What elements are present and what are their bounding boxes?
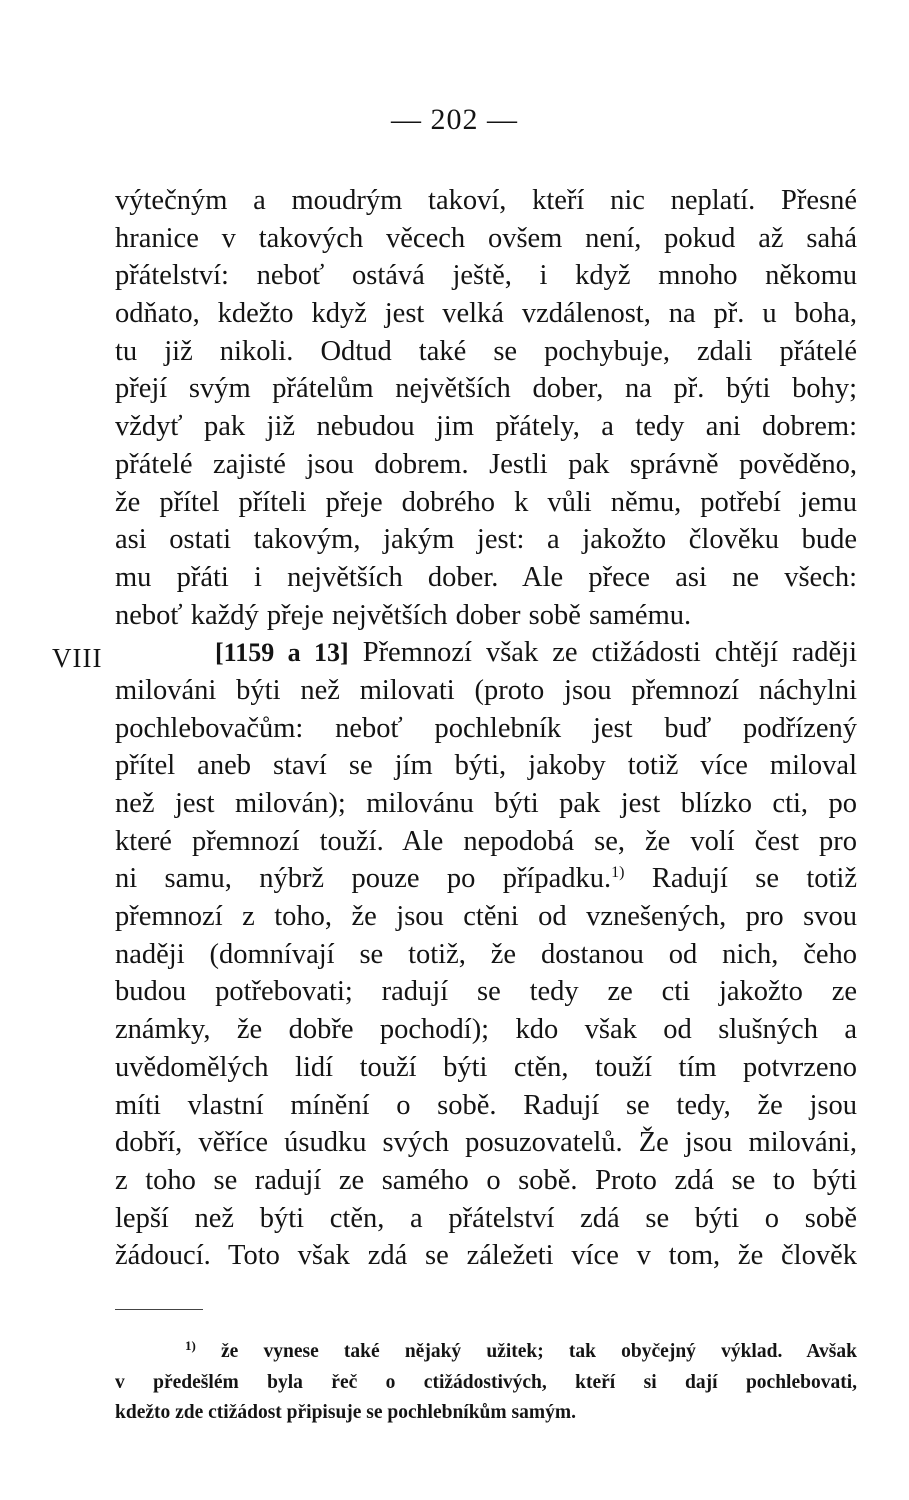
- footnote-line: v předešlém byla řeč o ctižádostivých, kteří si dají pochlebovati,: [115, 1371, 857, 1393]
- text-line: mu přáti i největších dober. Ale přece asi ne všech:: [115, 561, 857, 593]
- text-span: ni samu, nýbrž pouze po případku.: [115, 863, 612, 895]
- page-number: — 202 —: [391, 103, 518, 136]
- bekker-reference: [1159 a 13]: [215, 638, 349, 668]
- text-line: že přítel příteli přeje dobrého k vůli němu, potřebí jemu: [115, 486, 857, 518]
- footnote-line: [115, 1337, 857, 1368]
- text-line: přejí svým přátelům největších dober, na př. býti bohy;: [115, 373, 857, 405]
- text-span: Přemnozí však ze ctižádosti chtějí raději: [362, 637, 857, 669]
- text-line: žádoucí. Toto však zdá se záležeti více v tom, že člověk: [115, 1240, 857, 1272]
- footnote-divider: [115, 1309, 203, 1310]
- text-span: Radují se totiž: [651, 863, 858, 895]
- footnotes: [115, 1337, 857, 1429]
- text-line: odňato, kdežto když jest velká vzdálenost, na př. u boha,: [115, 298, 857, 330]
- text-line: známky, že dobře pochodí); kdo však od slušných a: [115, 1014, 857, 1046]
- chapter-first-line: [115, 634, 857, 672]
- text-line: které přemnozí touží. Ale nepodobá se, že volí čest pro: [115, 825, 857, 857]
- text-line: budou potřebovati; radují se tedy ze cti jakožto ze: [115, 976, 857, 1008]
- text-line: pochlebovačům: neboť pochlebník jest buď podřízený: [115, 712, 857, 744]
- text-line: přátelé zajisté jsou dobrem. Jestli pak správně pověděno,: [115, 448, 857, 480]
- text-line-with-footnote: [115, 860, 857, 898]
- text-line: asi ostati takovým, jakým jest: a jakožto člověku bude: [115, 524, 857, 556]
- text-line: než jest milován); milovánu býti pak jest blízko cti, po: [115, 788, 857, 819]
- text-line: milováni býti než milovati (proto jsou přemnozí náchylni: [115, 674, 857, 706]
- main-text: [115, 182, 857, 1275]
- text-line: tu již nikoli. Odtud také se pochybuje, zdali přátelé: [115, 335, 857, 367]
- footnote-reference: 1): [611, 864, 625, 882]
- text-line: míti vlastní mínění o sobě. Radují se tedy, že jsou: [115, 1089, 857, 1121]
- text-line: hranice v takových věcech ovšem není, pokud až sahá: [115, 222, 857, 254]
- text-line: uvědomělých lidí touží býti ctěn, touží tím potvrzeno: [115, 1051, 857, 1083]
- footnote-line: kdežto zde ctižádost připisuje se pochlebníkům samým.: [115, 1402, 576, 1423]
- text-line: lepší než býti ctěn, a přátelství zdá se býti o sobě: [115, 1202, 857, 1234]
- text-line: přátelství: neboť ostává ještě, i když mnoho někomu: [115, 260, 857, 292]
- text-line: vždyť pak již nebudou jim přátely, a tedy ani dobrem:: [115, 411, 857, 443]
- text-line: přemnozí z toho, že jsou ctěni od vznešených, pro svou: [115, 901, 857, 933]
- text-span: že vynese také nějaký užitek; tak obyčejný výklad. Avšak: [221, 1341, 857, 1362]
- text-line: přítel aneb staví se jím býti, jakoby totiž více miloval: [115, 750, 857, 782]
- footnote-marker: 1): [185, 1338, 196, 1353]
- text-line: výtečným a moudrým takoví, kteří nic neplatí. Přesné: [115, 185, 857, 216]
- text-line: naději (domnívají se totiž, že dostanou od nich, čeho: [115, 938, 857, 970]
- text-line: dobří, věříce úsudku svých posuzovatelů. Že jsou milováni,: [115, 1127, 857, 1159]
- text-line: z toho se radují ze samého o sobě. Proto zdá se to býti: [115, 1164, 857, 1196]
- text-line: neboť každý přeje největších dober sobě samému.: [115, 599, 692, 631]
- chapter-marginal-number: VIII: [52, 643, 103, 673]
